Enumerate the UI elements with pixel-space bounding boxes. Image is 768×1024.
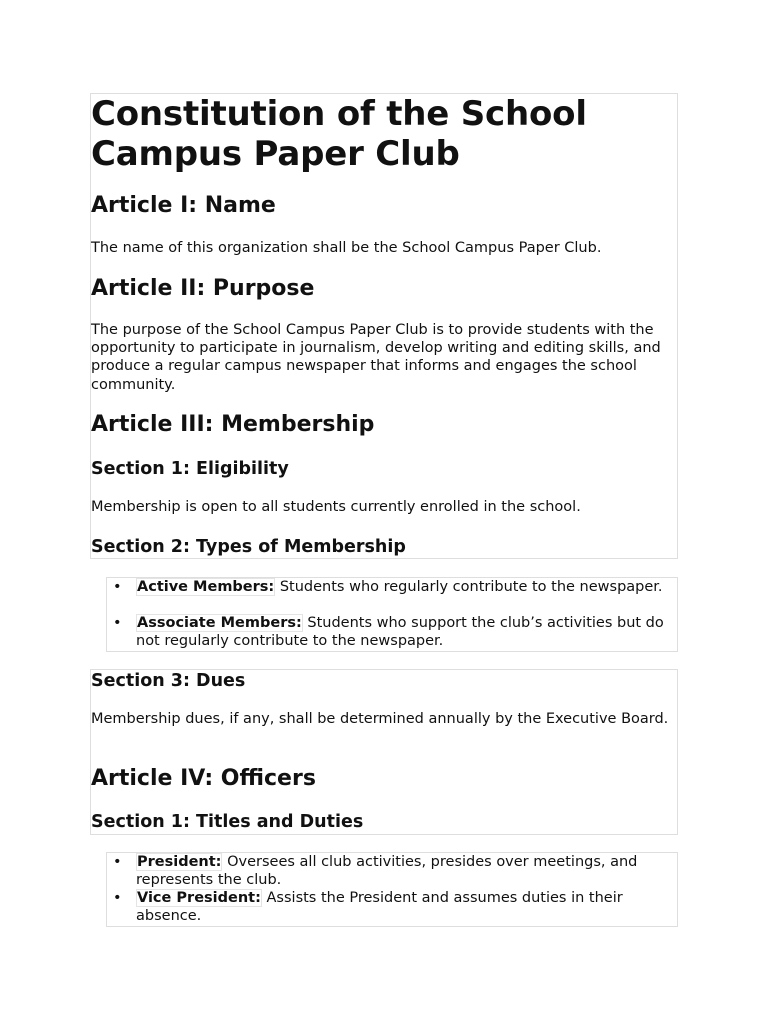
bullet-icon: •: [113, 890, 122, 906]
section-dues-heading: Section 3: Dues: [91, 671, 246, 691]
article-4-heading: Article IV: Officers: [91, 766, 316, 791]
list-item-term: Associate Members:: [137, 615, 302, 631]
list-item: [107, 853, 677, 889]
bullet-icon: •: [113, 854, 122, 870]
bullet-icon: •: [113, 579, 122, 595]
section-membership-types-heading: Section 2: Types of Membership: [91, 537, 406, 557]
officers-list: [106, 852, 678, 927]
article-3-heading: Article III: Membership: [91, 412, 375, 437]
article-2-text: The purpose of the School Campus Paper Club is to provide students with the opportunity to participate in journalism, develop writing and editing skills, and produce a regular campus newspaper that informs and engages the school community.: [91, 322, 661, 393]
article-1-text: The name of this organization shall be the School Campus Paper Club.: [91, 240, 602, 256]
section-eligibility-heading: Section 1: Eligibility: [91, 459, 289, 479]
list-item-text: Students who regularly contribute to the newspaper.: [275, 579, 663, 595]
list-item-term: Vice President:: [137, 890, 261, 906]
list-item: [107, 578, 677, 596]
list-item: [107, 889, 677, 925]
constitution-continued-block: [90, 669, 678, 835]
list-item: [107, 614, 677, 650]
document-title-line-1: Constitution of the School: [91, 94, 587, 134]
section-eligibility-text: Membership is open to all students currently enrolled in the school.: [91, 499, 581, 515]
bullet-icon: •: [113, 615, 122, 631]
list-item-term: President:: [137, 854, 222, 870]
section-titles-duties-heading: Section 1: Titles and Duties: [91, 812, 364, 832]
document-title: [91, 94, 587, 174]
document-title-line-2: Campus Paper Club: [91, 134, 460, 174]
article-2-heading: Article II: Purpose: [91, 276, 315, 301]
list-item-text: Oversees all club activities, presides over meetings, and represents the club.: [136, 854, 638, 889]
list-item-text: Assists the President and assumes duties in their absence.: [136, 890, 623, 925]
list-item-text: Students who support the club’s activities but do not regularly contribute to the newspaper.: [136, 615, 664, 650]
section-dues-text: Membership dues, if any, shall be determined annually by the Executive Board.: [91, 711, 669, 727]
article-1-heading: Article I: Name: [91, 193, 276, 218]
list-item-term: Active Members:: [137, 579, 275, 595]
membership-types-list: [106, 577, 678, 652]
constitution-main-block: [90, 93, 678, 559]
